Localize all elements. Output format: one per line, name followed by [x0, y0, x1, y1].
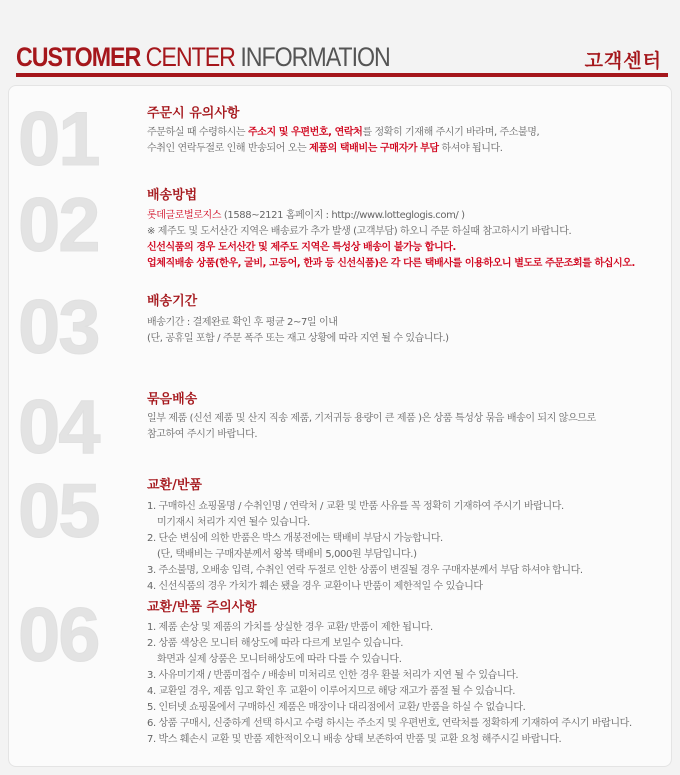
section-body — [147, 411, 667, 443]
section-title: 교환/반품 주의사항 — [147, 600, 257, 615]
page-title — [16, 42, 390, 73]
title-center: CENTER — [140, 42, 235, 72]
highlight-text: 주소지 및 우편번호, 연락처 — [247, 127, 363, 138]
section-title: 교환/반품 — [147, 478, 202, 493]
list-item: 2. 상품 색상은 모니터 해상도에 따라 다르게 보일수 있습니다. — [147, 638, 403, 649]
list-item: 4. 교환일 경우, 제품 입고 확인 후 교환이 이루어지므로 해당 재고가 품절 될 수 있습니다. — [147, 686, 516, 697]
body-line: 배송기간 : 결제완료 확인 후 평균 2~7일 이내 — [147, 317, 338, 328]
section-body — [147, 125, 667, 157]
section-body — [147, 620, 667, 748]
section-title: 주문시 유의사항 — [147, 106, 240, 121]
title-customer: CUSTOMER — [16, 42, 141, 72]
section-title: 묶음배송 — [147, 392, 198, 407]
list-item: 2. 단순 변심에 의한 반품은 박스 개봉전에는 택배비 부담시 가능합니다. — [147, 533, 443, 544]
title-information: INFORMATION — [234, 42, 390, 72]
body-line: (단, 공휴일 포함 / 주문 폭주 또는 재고 상황에 따라 지연 될 수 있습니다.) — [147, 333, 449, 344]
list-item-continued: (단, 택배비는 구매자분께서 왕복 택배비 5,000원 부담입니다.) — [157, 549, 417, 560]
section-body — [147, 208, 667, 272]
list-item: 1. 제품 손상 및 제품의 가치를 상실한 경우 교환/ 반품이 제한 됩니다. — [147, 622, 433, 633]
section-number: 06 — [18, 593, 99, 678]
list-item-continued: 미기재시 처리가 지연 될수 있습니다. — [157, 517, 310, 528]
list-item: 7. 박스 훼손시 교환 및 반품 제한적이오니 배송 상태 보존하여 반품 및 교환 요청 해주시길 바랍니다. — [147, 734, 562, 745]
body-line — [147, 208, 667, 224]
section-number: 04 — [18, 385, 99, 470]
list-item: 4. 신선식품의 경우 가치가 훼손 됐을 경우 교환이나 반품이 제한적일 수 있습니다 — [147, 581, 483, 592]
list-item: 5. 인터넷 쇼핑몰에서 구매하신 제품은 매장이나 대리점에서 교환/ 반품을 하실 수 없습니다. — [147, 702, 526, 713]
body-line-highlight: 신선식품의 경우 도서산간 및 제주도 지역은 특성상 배송이 불가능 합니다. — [147, 242, 456, 253]
header-divider — [16, 73, 668, 77]
section-title: 배송기간 — [147, 294, 198, 309]
section-number: 01 — [18, 97, 99, 182]
body-line: ※ 제주도 및 도서산간 지역은 배송료가 추가 발생 (고객부담) 하오니 주문 하실때 참고하시기 바랍니다. — [147, 226, 572, 237]
list-item: 6. 상품 구매시, 신중하게 선택 하시고 수령 하시는 주소지 및 우편번호, 연락처를 정확하게 기재하여 주시기 바랍니다. — [147, 718, 632, 729]
list-item: 1. 구매하신 쇼핑몰명 / 수취인명 / 연락처 / 교환 및 반품 사유를 꼭 정확히 기재하여 주시기 바랍니다. — [147, 501, 564, 512]
list-item: 3. 주소불명, 오배송 입력, 수취인 연락 두절로 인한 상품이 변질될 경우 구매자분께서 부담 하셔야 합니다. — [147, 565, 583, 576]
section-body — [147, 499, 667, 595]
list-item: 3. 사유미기재 / 반품미접수 / 배송비 미처리로 인한 경우 환불 처리가 지연 될 수 있습니다. — [147, 670, 519, 681]
body-line — [147, 141, 667, 157]
section-body — [147, 315, 667, 347]
courier-name: 롯데글로벌로지스 — [147, 210, 222, 221]
section-number: 03 — [18, 285, 99, 370]
body-line: 일부 제품 (신선 제품 및 산지 직송 제품, 기저귀등 용량이 큰 제품 )은 상품 특성상 묶음 배송이 되지 않으므로 — [147, 413, 596, 424]
section-number: 02 — [18, 183, 99, 268]
text-segment: (1588~2121 홈페이지 : http://www.lotteglogis.com/ ) — [221, 210, 465, 221]
text-segment: 하셔야 됩니다. — [438, 143, 503, 154]
korean-title: 고객센터 — [584, 50, 662, 72]
body-line — [147, 125, 667, 141]
section-number: 05 — [18, 469, 99, 554]
text-segment: 를 정확히 기재해 주시기 바라며, 주소불명, — [362, 127, 540, 138]
highlight-text: 제품의 택배비는 구매자가 부담 — [309, 143, 439, 154]
text-segment: 수취인 연락두절로 인해 반송되어 오는 — [147, 143, 310, 154]
section-title: 배송방법 — [147, 188, 198, 203]
list-item-continued: 화면과 실제 상품은 모니터해상도에 따라 다를 수 있습니다. — [157, 654, 402, 665]
body-line: 참고하여 주시기 바랍니다. — [147, 429, 258, 440]
text-segment: 주문하실 때 수령하시는 — [147, 127, 248, 138]
body-line-highlight: 업체직배송 상품(한우, 굴비, 고등어, 한과 등 신선식품)은 각 다른 택배사를 이용하오니 별도로 주문조회를 하십시오. — [147, 258, 635, 269]
